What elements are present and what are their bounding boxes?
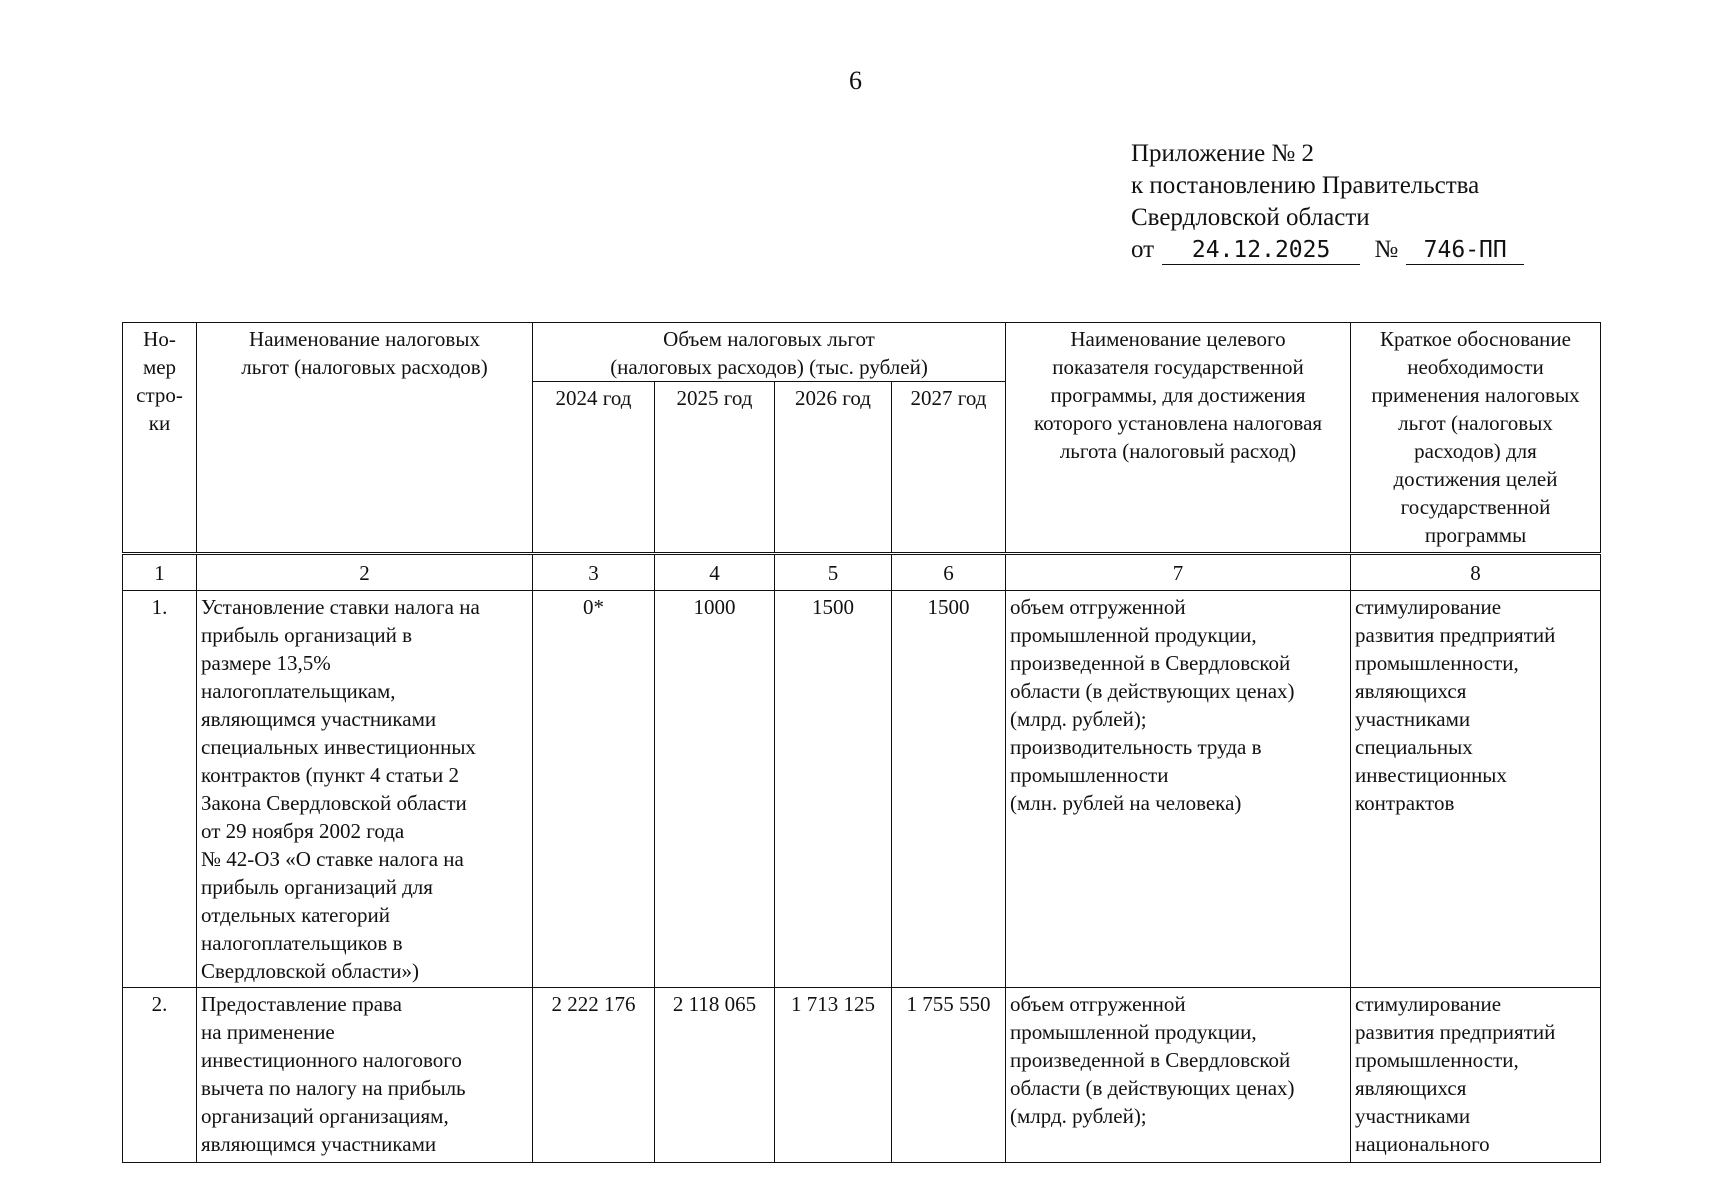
value-2027: 1500	[892, 591, 1006, 988]
page-number: 6	[849, 66, 862, 95]
resolution-date: 24.12.2025	[1162, 236, 1360, 265]
row-number: 1.	[123, 591, 197, 988]
value-2027: 1 755 550	[892, 988, 1006, 1163]
header-year-2024: 2024 год	[533, 382, 655, 553]
column-number: 7	[1006, 555, 1351, 591]
column-number: 6	[892, 555, 1006, 591]
header-year-2026: 2026 год	[775, 382, 892, 553]
appendix-block	[1131, 138, 1524, 266]
column-number: 2	[197, 555, 533, 591]
table-body	[122, 554, 1601, 1163]
column-number: 8	[1351, 555, 1601, 591]
appendix-date-line	[1131, 234, 1524, 266]
value-2024: 2 222 176	[533, 988, 655, 1163]
value-2026: 1 713 125	[775, 988, 892, 1163]
value-2025: 2 118 065	[655, 988, 775, 1163]
header-benefit-name: Наименование налоговых льгот (налоговых расходов)	[197, 323, 533, 553]
column-number: 3	[533, 555, 655, 591]
appendix-resolution-line: к постановлению Правительства	[1131, 172, 1480, 199]
date-prefix: от	[1131, 236, 1155, 263]
header-year-2025: 2025 год	[655, 382, 775, 553]
column-number-row	[123, 555, 1601, 591]
table-row	[123, 988, 1601, 1163]
column-number: 1	[123, 555, 197, 591]
header-benefit-volume: Объем налоговых льгот (налоговых расходов) (тыс. рублей)	[533, 323, 1006, 382]
row-number: 2.	[123, 988, 197, 1163]
table-row	[123, 591, 1601, 988]
value-2024: 0*	[533, 591, 655, 988]
target-indicator: объем отгруженной промышленной продукции, произведенной в Свердловской области (в действующих ценах) (млрд. рублей);	[1006, 988, 1351, 1163]
header-row-number: Но- мер стро- ки	[123, 323, 197, 553]
target-indicator: объем отгруженной промышленной продукции, произведенной в Свердловской области (в действующих ценах) (млрд. рублей); производительность труда в промышленности (млн. рублей на человека)	[1006, 591, 1351, 988]
column-number: 4	[655, 555, 775, 591]
justification: стимулирование развития предприятий промышленности, являющихся участниками специальных инвестиционных контрактов	[1351, 591, 1601, 988]
header-year-2027: 2027 год	[892, 382, 1006, 553]
column-number: 5	[775, 555, 892, 591]
value-2026: 1500	[775, 591, 892, 988]
benefit-name: Предоставление права на применение инвестиционного налогового вычета по налогу на прибыль организаций организациям, являющимся участниками	[197, 988, 533, 1163]
appendix-title: Приложение № 2	[1131, 140, 1315, 167]
appendix-region-line: Свердловской области	[1131, 204, 1370, 231]
resolution-number: 746-ПП	[1406, 236, 1524, 265]
benefit-name: Установление ставки налога на прибыль организаций в размере 13,5% налогоплательщикам, являющимся участниками специальных инвестиционных контрактов (пункт 4 статьи 2 Закона Свердловской области от 29 ноября 2002 года № 42-ОЗ «О ставке налога на прибыль организаций для отдельных категорий налогоплательщиков в Свердловской области»)	[197, 591, 533, 988]
header-target-indicator: Наименование целевого показателя государственной программы, для достижения которого установлена налоговая льгота (налоговый расход)	[1006, 323, 1351, 553]
justification: стимулирование развития предприятий промышленности, являющихся участниками национального	[1351, 988, 1601, 1163]
value-2025: 1000	[655, 591, 775, 988]
header-justification: Краткое обоснование необходимости применения налоговых льгот (налоговых расходов) для достижения целей государственной программы	[1351, 323, 1601, 553]
number-prefix: №	[1374, 236, 1399, 263]
table-header	[122, 322, 1601, 553]
